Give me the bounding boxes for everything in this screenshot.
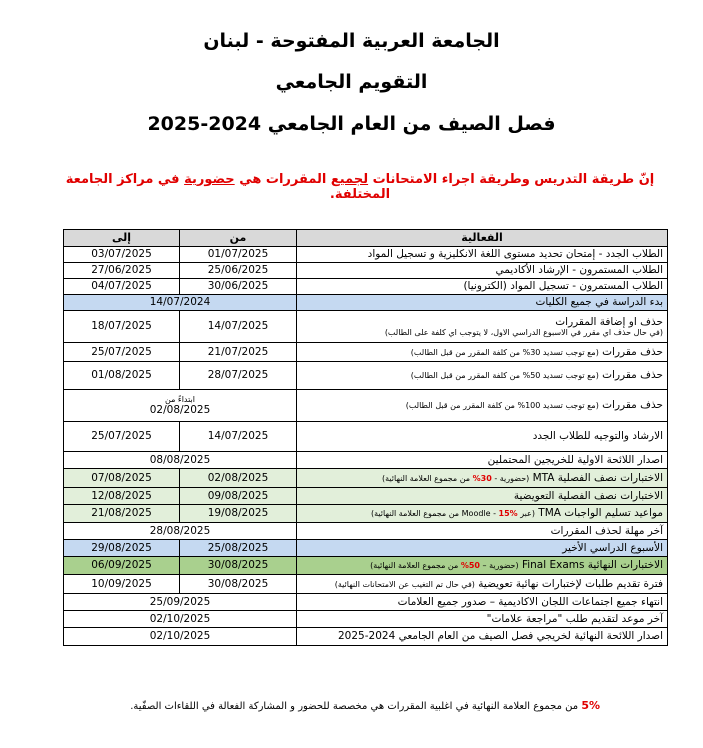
table-row	[64, 575, 668, 594]
table-row	[64, 505, 668, 523]
to-cell: 29/08/2025	[64, 540, 180, 557]
to-cell: 04/07/2025	[64, 279, 180, 295]
calendar-table	[63, 229, 668, 646]
date-cell: 25/09/2025	[64, 594, 297, 611]
event-cell: بدء الدراسة في جميع الكليات	[297, 295, 668, 311]
date-cell: 02/10/2025	[64, 611, 297, 628]
to-cell: 06/09/2025	[64, 557, 180, 575]
event-cell: الاختبارات النهائية Final Exams (حضورية – 50% من مجموع العلامة النهائية)	[297, 557, 668, 575]
event-cell: اصدار اللائحة الاولية للخريجين المحتملين	[297, 452, 668, 469]
col-event-header: الفعالية	[297, 230, 668, 247]
to-cell: 12/08/2025	[64, 488, 180, 505]
table-row	[64, 523, 668, 540]
from-cell: 09/08/2025	[180, 488, 297, 505]
term-title: فصل الصيف من العام الجامعي 2024-2025	[147, 113, 556, 135]
from-cell: 14/07/2025	[180, 311, 297, 343]
attendance-footnote: 5% من مجموع العلامة النهائية في اغلبية المقررات هي مخصصة للحضور و المشاركة الفعالة في اللقاءات الصفّية.	[130, 699, 600, 712]
event-cell: آخر مهلة لحذف المقررات	[297, 523, 668, 540]
from-cell: 28/07/2025	[180, 362, 297, 390]
event-cell: فترة تقديم طلبات لإختبارات نهائية تعويضية (في حال تم التغيب عن الامتحانات النهائية)	[297, 575, 668, 594]
table-header-row	[64, 230, 668, 247]
table-row	[64, 311, 668, 343]
to-cell: 25/07/2025	[64, 343, 180, 362]
table-row	[64, 362, 668, 390]
table-row	[64, 557, 668, 575]
table-row	[64, 343, 668, 362]
event-cell: الأسبوع الدراسي الأخير	[297, 540, 668, 557]
table-row	[64, 540, 668, 557]
to-cell: 10/09/2025	[64, 575, 180, 594]
event-cell: حذف مقررات (مع توجب تسديد 30% من كلفة المقرر من قبل الطالب)	[297, 343, 668, 362]
event-cell: الطلاب المستمرون - تسجيل المواد (الكترونيا)	[297, 279, 668, 295]
university-title: الجامعة العربية المفتوحة - لبنان	[203, 30, 500, 52]
from-cell: 14/07/2025	[180, 422, 297, 452]
from-cell: 21/07/2025	[180, 343, 297, 362]
table-row	[64, 422, 668, 452]
teaching-notice: إنّ طريقة التدريس وطريقة اجراء الامتحانات لجميع المقررات هي حضورية في مراكز الجامعة المختلفة.	[65, 172, 655, 202]
to-cell: 01/08/2025	[64, 362, 180, 390]
table-row	[64, 263, 668, 279]
to-cell: 03/07/2025	[64, 247, 180, 263]
from-cell: 30/08/2025	[180, 557, 297, 575]
from-cell: 01/07/2025	[180, 247, 297, 263]
table-row	[64, 628, 668, 646]
col-to-header: إلى	[64, 230, 180, 247]
table-row	[64, 452, 668, 469]
event-cell: مواعيد تسليم الواجبات TMA (عبر Moodle - 15% من مجموع العلامة النهائية)	[297, 505, 668, 523]
table-row	[64, 247, 668, 263]
event-cell: الاختبارات نصف الفصلية MTA (حضورية - 30% من مجموع العلامة النهائية)	[297, 469, 668, 488]
to-cell: 27/06/2025	[64, 263, 180, 279]
from-cell: 25/06/2025	[180, 263, 297, 279]
date-cell: 08/08/2025	[64, 452, 297, 469]
from-cell: 25/08/2025	[180, 540, 297, 557]
table-row	[64, 469, 668, 488]
to-cell: 18/07/2025	[64, 311, 180, 343]
table-row	[64, 594, 668, 611]
col-from-header: من	[180, 230, 297, 247]
event-cell: حذف مقررات (مع توجب تسديد 100% من كلفة المقرر من قبل الطالب)	[297, 390, 668, 422]
event-cell: الارشاد والتوجيه للطلاب الجدد	[297, 422, 668, 452]
from-cell: 30/06/2025	[180, 279, 297, 295]
to-cell: 21/08/2025	[64, 505, 180, 523]
from-cell: 30/08/2025	[180, 575, 297, 594]
date-cell: 14/07/2024	[64, 295, 297, 311]
date-cell: 02/10/2025	[64, 628, 297, 646]
table-row	[64, 390, 668, 422]
calendar-title: التقويم الجامعي	[275, 71, 428, 93]
date-cell: 28/08/2025	[64, 523, 297, 540]
table-row	[64, 279, 668, 295]
to-cell: 07/08/2025	[64, 469, 180, 488]
event-cell: حذف مقررات (مع توجب تسديد 50% من كلفة المقرر من قبل الطالب)	[297, 362, 668, 390]
event-cell: الطلاب المستمرون - الإرشاد الأكاديمي	[297, 263, 668, 279]
table-row	[64, 488, 668, 505]
table-row	[64, 611, 668, 628]
event-cell: الطلاب الجدد - إمتحان تحديد مستوى اللغة الانكليزية و تسجيل المواد	[297, 247, 668, 263]
date-cell: ابتداءً من 02/08/2025	[64, 390, 297, 422]
event-cell: الاختبارات نصف الفصلية التعويضية	[297, 488, 668, 505]
to-cell: 25/07/2025	[64, 422, 180, 452]
event-cell: اصدار اللائحة النهائية لخريجي فصل الصيف من العام الجامعي 2024-2025	[297, 628, 668, 646]
from-cell: 02/08/2025	[180, 469, 297, 488]
event-cell: حذف او إضافة المقررات (في حال حذف اي مقرر في الاسبوع الدراسي الاول، لا يتوجب اي كلفة على الطالب)	[297, 311, 668, 343]
event-cell: انتهاء جميع اجتماعات اللجان الاكاديمية – صدور جميع العلامات	[297, 594, 668, 611]
table-row	[64, 295, 668, 311]
event-cell: آخر موعد لتقديم طلب "مراجعة علامات"	[297, 611, 668, 628]
from-cell: 19/08/2025	[180, 505, 297, 523]
